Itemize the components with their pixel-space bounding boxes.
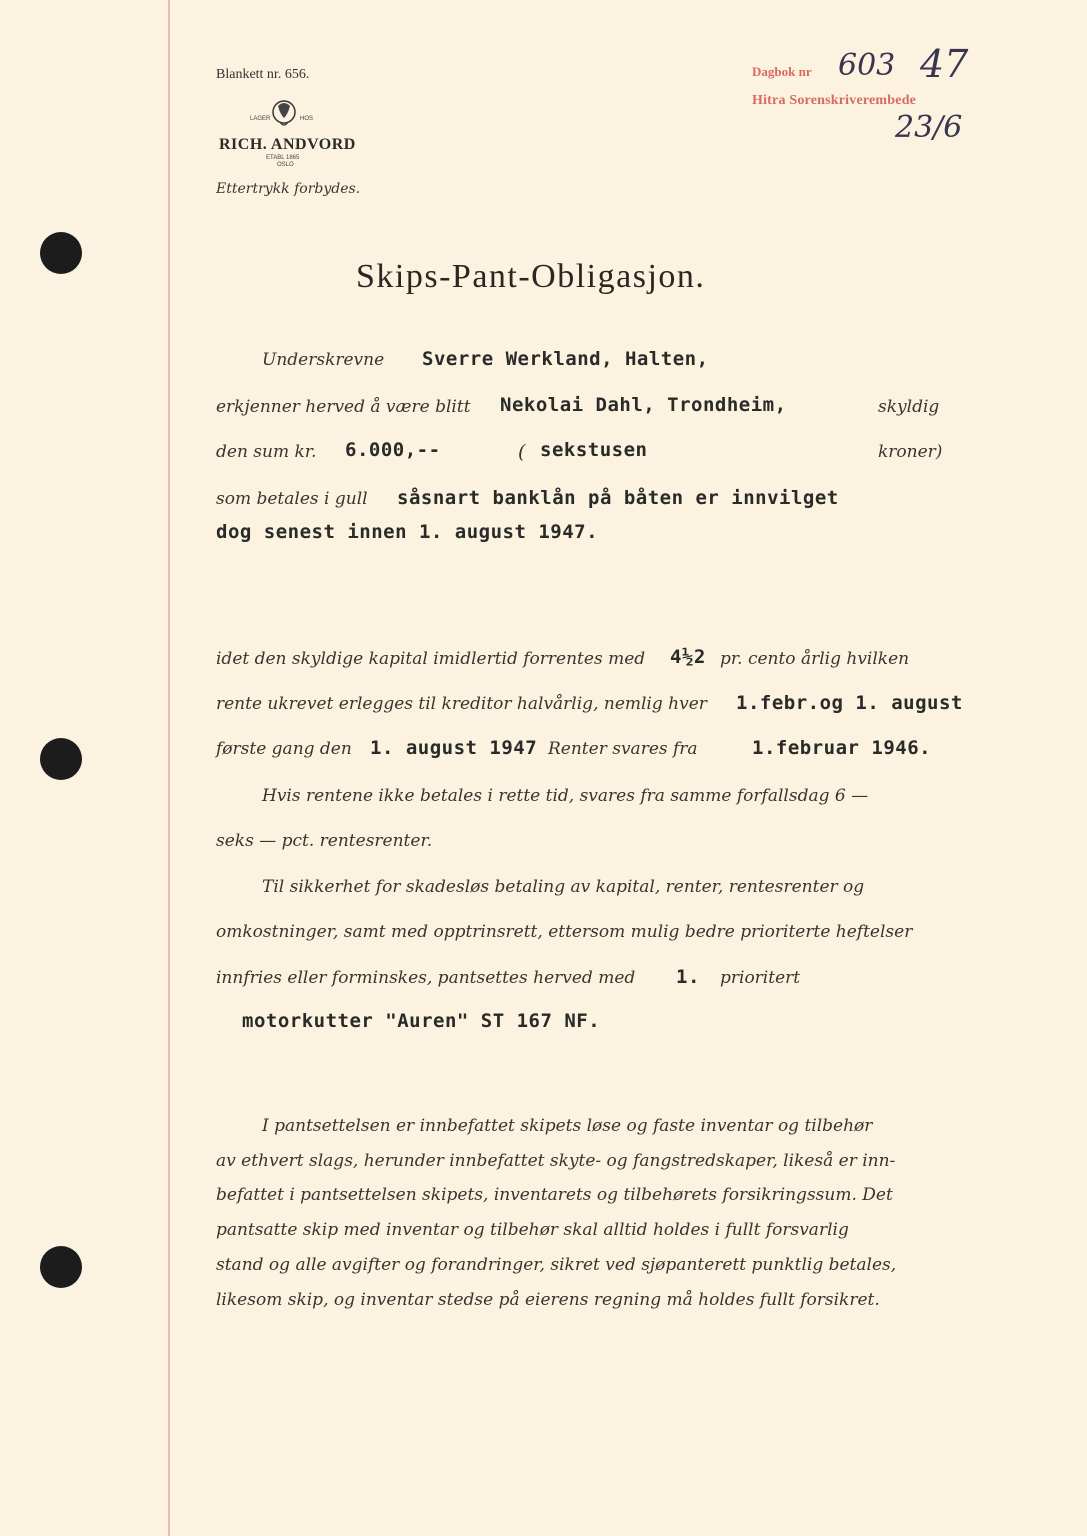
closing-line: I pantsettelsen er innbefattet skipets løse og faste inventar og tilbehør: [262, 1116, 873, 1136]
closing-line: pantsatte skip med inventar og tilbehør skal alltid holdes i fullt forsvarlig: [216, 1220, 849, 1240]
reprint-notice: Ettertrykk forbydes.: [216, 181, 361, 197]
closing-line: befattet i pantsettelsen skipets, inventarets og tilbehørets forsikringssum. Det: [216, 1185, 893, 1205]
sum-words: sekstusen: [540, 439, 648, 461]
late-interest-line2: seks — pct. rentesrenter.: [216, 831, 433, 851]
publisher-established: ETABL 1865: [266, 155, 300, 161]
publisher-logo: [250, 96, 314, 136]
publisher-logo-left: LAGER: [250, 116, 271, 122]
creditor-name: Nekolai Dahl, Trondheim,: [500, 394, 787, 416]
sum-value: 6.000,--: [345, 439, 441, 461]
handwritten-year: 47: [920, 42, 969, 86]
priority-number: 1.: [676, 966, 700, 988]
pledged-vessel: motorkutter "Auren" ST 167 NF.: [242, 1010, 601, 1032]
handwritten-journal-number: 603: [838, 48, 896, 83]
security-line1: Til sikkerhet for skadesløs betaling av kapital, renter, rentesrenter og: [262, 877, 865, 897]
payment-terms-line1: såsnart banklån på båten er innvilget: [397, 487, 839, 509]
interest-from-date: 1.februar 1946.: [752, 737, 932, 759]
punch-hole-middle: [40, 738, 82, 780]
interest-payment-dates: 1.febr.og 1. august: [736, 692, 963, 714]
sum-label: den sum kr.: [216, 442, 317, 462]
kroner-label: kroner): [878, 442, 943, 462]
publisher-city: OSLO: [277, 162, 294, 168]
interest-line2: rente ukrevet erlegges til kreditor halvårlig, nemlig hver: [216, 694, 707, 714]
payment-label: som betales i gull: [216, 489, 368, 509]
publisher-logo-right: HOS: [300, 116, 314, 122]
priority-label: prioritert: [720, 968, 801, 988]
undersigned-label: Underskrevne: [262, 350, 385, 370]
stamp-court-name: Hitra Sorenskriverembede: [752, 93, 917, 108]
payment-terms-line2: dog senest innen 1. august 1947.: [216, 521, 599, 543]
form-number: Blankett nr. 656.: [216, 67, 310, 82]
late-interest-line1: Hvis rentene ikke betales i rette tid, svares fra samme forfallsdag 6 —: [262, 786, 869, 806]
paren-open: (: [518, 441, 526, 463]
acknowledge-label: erkjenner herved å være blitt: [216, 397, 471, 417]
publisher-name: RICH. ANDVORD: [219, 136, 356, 153]
interest-line1: idet den skyldige kapital imidlertid forrentes med: [216, 649, 646, 669]
first-payment-date: 1. august 1947: [370, 737, 538, 759]
handwritten-date: 23/6: [895, 110, 963, 145]
punch-hole-bottom: [40, 1246, 82, 1288]
owing-label: skyldig: [878, 397, 940, 417]
punch-hole-top: [40, 232, 82, 274]
closing-line: likesom skip, og inventar stedse på eierens regning må holdes fullt forsikret.: [216, 1290, 880, 1310]
interest-line3: første gang den: [216, 739, 352, 759]
red-margin-line: [168, 0, 170, 1536]
stamp-journal-label: Dagbok nr: [752, 64, 812, 79]
security-line2: omkostninger, samt med opptrinsrett, ettersom mulig bedre prioriterte heftelser: [216, 922, 913, 942]
interest-line1-rest: pr. cento årlig hvilken: [720, 649, 910, 669]
debtor-name: Sverre Werkland, Halten,: [422, 348, 709, 370]
closing-line: av ethvert slags, herunder innbefattet skyte- og fangstredskaper, likeså er inn-: [216, 1151, 896, 1171]
interest-rate: 4½2: [670, 646, 706, 668]
security-line3: innfries eller forminskes, pantsettes herved med: [216, 968, 636, 988]
interest-from-label: Renter svares fra: [548, 739, 698, 759]
document-title: Skips-Pant-Obligasjon.: [356, 258, 706, 295]
closing-line: stand og alle avgifter og forandringer, sikret ved sjøpanterett punktlig betales,: [216, 1255, 897, 1275]
